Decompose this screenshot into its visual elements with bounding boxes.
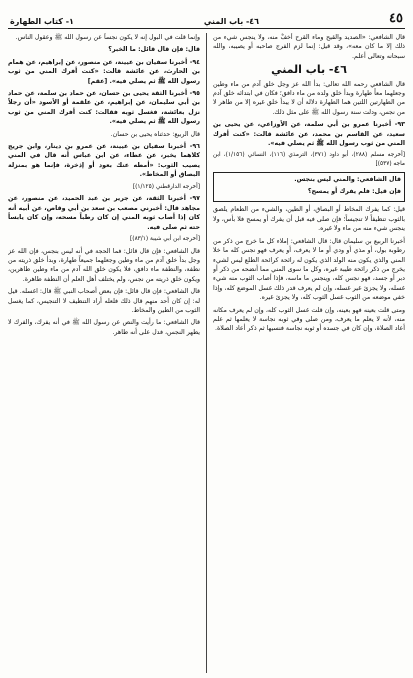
narrator-note: قال الربيع: حدثناه يحيى بن حسان.	[110, 130, 200, 138]
boxed-note	[213, 172, 405, 203]
running-title-right: ٤٦- باب المني	[203, 17, 260, 26]
two-column-body	[8, 33, 405, 673]
page-number: ٤٥	[389, 11, 403, 26]
hadith-94: ٩٤- أخبرنا سفيان بن عيينة، عن منصور، عن إبراهيم، عن همام بن الحارث، عن عائشة قالت: «كنت أفرك المني من ثوب رسول الله ﷺ ثم يصلي فيه». [عقم]	[8, 58, 200, 85]
paragraph: قال الشافعي رحمه الله تعالى: بدأ الله عز وجل خلق آدم من ماء وطين وجعلهما معاً طهارة وبدأ خلق ولده من ماء دافق؛ فكان في ابتدائه خلق آدم من الطهارتين اللتين هما الطهارة دلالة أن لا يبدأ خلق غيره إلا من طاهر لا من نجس، ودلت سنة رسول الله ﷺ على مثل ذلك.	[213, 80, 405, 116]
paragraph: قال الشافعي: ما رأيت والنص عن رسول الله ﷺ في أنه يفرك، والفرك لا يطهر النجس، فدل على أنه طاهر.	[8, 319, 200, 336]
chapter-heading: ٤٦- باب المني	[271, 63, 347, 77]
left-column	[8, 33, 200, 673]
column-divider	[206, 33, 207, 673]
footnote-ref: [أخرجه الدارقطني (١/١٢٥)]	[132, 183, 200, 190]
page-header	[8, 6, 405, 29]
paragraph: قال الشافعي: «الصديد والقيح وماء القرح أخفُّ منه، ولا ينجس شيء من ذلك إلا ما كان معه»، وقد قيل: إنما لزم الفرج صاحبه أو يصيبه، والله سبحانه وتعالى أعلم.	[213, 34, 405, 60]
paragraph: ومتى قلت بعينه فهو بعينه، وإن قلت غسل الثوب كله، وإن لم يعرف مكانه منه، لأنه لا يعلم ما يعرف، ومن صلى وفي ثوبه نجاسة لا يعلمها ثم علم أعاد الصلاة، وإن كان في جسده أو ثوبه نجاسة فنسيها ثم ذكر أعاد الصلاة.	[213, 306, 405, 333]
paragraph: وإنما قلت في البول إنه لا يكون نجساً عن رسول الله ﷺ وعقول الناس.	[15, 34, 200, 41]
hadith-93: ٩٣- أخبرنا عمرو بن أبي سلمة، عن الأوزاعي، عن يحيى بن سعيد، عن القاسم بن محمد، عن عائشة قالت: «كنت أفرك المني من ثوب رسول الله ﷺ ثم يصلي فيه».	[213, 121, 405, 148]
right-column	[213, 33, 405, 673]
paragraph: أخبرنا الربيع بن سليمان قال: قال الشافعي: إملاء كل ما خرج من ذكر من رطوبة بول، أو مذي أو ودي أو ما لا يعرف، أو يعرف فهو نجس كله ما خلا المني والذي يكون منه الولد الذي يكون له رائحة كرائحة الطلع ليس لشيء يخرج من ذكر رائحة طيبة غيره، وكل ما سوى المني مما أنضحه من ذكر أو دبر أو جسد، فهو نجس كله، وينجس ما ماسه، فإذا أصاب الثوب منه شيء غسله، ولا يجزئ غير غسله، وإن لم يعرف قدر ذلك غسل الموضع كله، وإذا خفي موضعه من الثوب غسل الثوب كله، ولا يجزئ غيره.	[213, 237, 405, 302]
footnote-ref: [أخرجه ابن أبي شيبة (٨٣/١)]	[130, 235, 200, 242]
footnote-ref: [أخرجه مسلم (٢٨٨)، أبو داود (٣٧١)، الترمذي (١١٦)، النسائي (١/١٥٦)، ابن ماجه (٥٣٧)]	[213, 152, 405, 168]
hadith-96: ٩٦- أخبرنا سفيان بن عيينة، عن عمرو بن دينار، وابن جريج كلاهما يخبر، عن عطاء، عن ابن عباس أنه قال في المني يصيب الثوب: «أمطه عنك بعود أو إذخرة، فإنما هو بمنزلة البصاق أو المخاط».	[8, 143, 200, 179]
paragraph: قال الشافعي: فإن قال قائل: فما الحجة في أنه ليس بنجس، فإن الله عز وجل بدأ خلق آدم من ماء وطين وجعلهما جميعاً طهارة، وبدأ خلق ذريته من نطفة، والنطفة ماء دافق، فلا يكون خلق الله آدم من ماء وطين طاهرين، ويكون خلق ذريته من نجس، ولم يختلف أهل العلم أن النطفة طاهرة.	[8, 247, 200, 283]
running-title-left: ١- كتاب الطهارة	[10, 17, 74, 26]
box-statement: قال الشافعي: والمني ليس بنجس.	[294, 175, 401, 183]
hadith-95: ٩٥- أخبرنا الثقة يحيى بن حسان، عن حماد بن سلمة، عن حماد بن أبي سليمان، عن إبراهيم، عن علقمة أو الأسود «أن رجلاً نزل بعائشة، فغسل ثوبه فقالت: كنت أفرك المني من ثوب رسول الله ﷺ ثم يصلي فيه».	[8, 90, 200, 126]
paragraph: قيل: كما يفرك المخاط أو البصاق، أو الطين، والشيء من الطعام يلصق بالثوب تنظيفاً لا تنجيساً؛ فإن صلى فيه قبل أن يفرك أو يمسح فلا بأس، ولا ينجس شيء منه من ماء ولا غيره.	[213, 206, 405, 233]
question-line: قال: فإن قال قائل: ما الخبر؟	[108, 46, 200, 54]
hadith-97: ٩٧- أخبرنا الثقة، عن جرير بن عبد الحميد، عن منصور، عن مجاهد قال: أخبرني مصعب بن سعد بن أبي وقاص، عن أبيه أنه كان إذا أصاب ثوبه المني إن كان رطباً مسحه، وإن كان يابساً حته ثم صلى فيه.	[8, 195, 200, 231]
box-question: فإن قيل: فلم يفرك أو يمسح؟	[307, 188, 401, 196]
paragraph: قال الشافعي: فإن قال قائل: فإن بعض أصحاب النبي ﷺ قال: اغسله. قيل له: إن كان أحد منهم قال ذلك فلعله أراد التنظيف لا التنجيس، كما يغسل الثوب من الطين والمخاط.	[8, 288, 200, 314]
